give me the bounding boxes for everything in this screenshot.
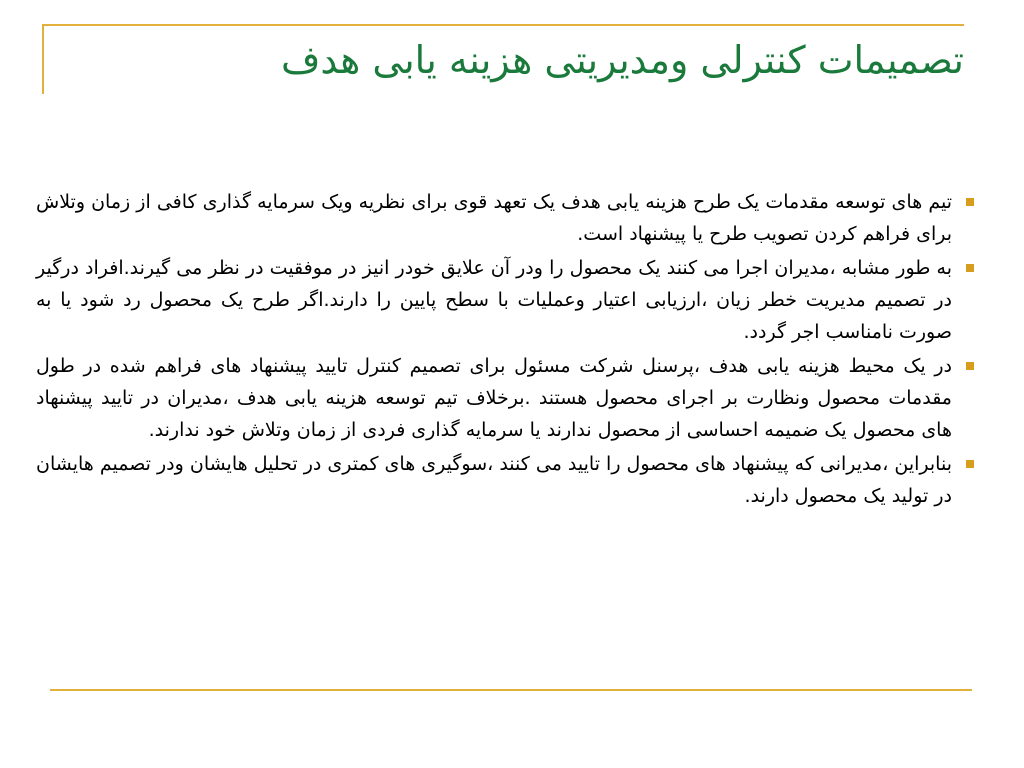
square-bullet-icon — [966, 460, 974, 468]
bullet-item-1 — [36, 186, 974, 250]
bullet-text: به طور مشابه ،مدیران اجرا می کنند یک محصول را ودر آن علایق خودر انیز در موفقیت در نظر می گیرند.افراد درگیر در تصمیم مدیریت خطر زیان ،ارزیابی اعتیار وعملیات با سطح پایین را دارند.اگر طرح یک محصول رد شود یا به صورت نامناسب اجر گردد. — [36, 257, 952, 343]
square-bullet-icon — [966, 362, 974, 370]
square-bullet-icon — [966, 264, 974, 272]
left-decorative-rule — [42, 24, 44, 94]
bullet-item-3 — [36, 350, 974, 446]
square-bullet-icon — [966, 198, 974, 206]
bullet-text: بنابراین ،مدیرانی که پیشنهاد های محصول را تایید می کنند ،سوگیری های کمتری در تحلیل هایشان ودر تصمیم هایشان در تولید یک محصول دارند. — [36, 453, 952, 507]
slide-body — [36, 186, 974, 514]
bottom-decorative-rule — [50, 689, 972, 691]
bullet-list — [36, 186, 974, 512]
slide-title: تصمیمات کنترلی ومدیریتی هزینه یابی هدف — [280, 38, 964, 82]
bullet-item-2 — [36, 252, 974, 348]
bullet-text: تیم های توسعه مقدمات یک طرح هزینه یابی هدف یک تعهد قوی برای نظریه ویک سرمایه گذاری کافی از زمان وتلاش برای فراهم کردن تصویب طرح یا پیشنهاد است. — [36, 191, 952, 245]
bullet-text: در یک محیط هزینه یابی هدف ،پرسنل شرکت مسئول برای تصمیم کنترل تایید پیشنهاد های فراهم شده در طول مقدمات محصول ونظارت بر اجرای محصول هستند .برخلاف تیم توسعه هزینه یابی هدف ،مدیران در تایید پیشنهاد های محصول یک ضمیمه احساسی از محصول ندارند یا سرمایه گذاری فردی از زمان وتلاش خود ندارند. — [36, 355, 952, 441]
bullet-item-4 — [36, 448, 974, 512]
top-decorative-rule — [42, 24, 964, 26]
